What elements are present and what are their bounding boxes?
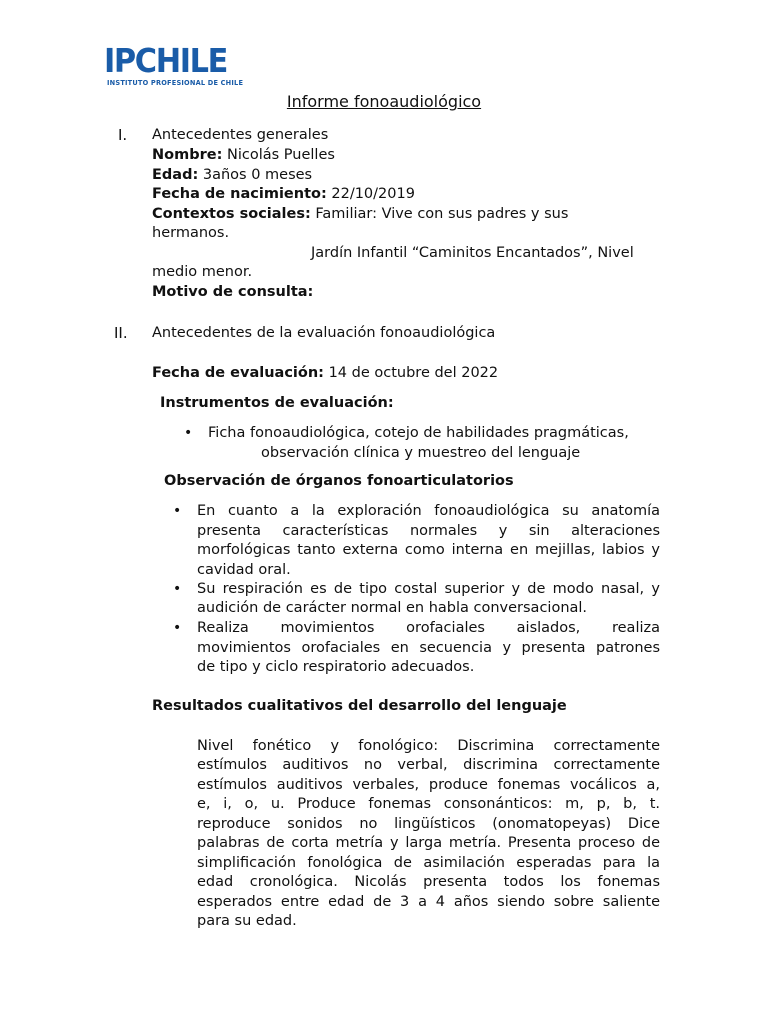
fecha-evaluacion-label: Fecha de evaluación:: [152, 365, 324, 381]
fecha-nacimiento-line: [152, 185, 415, 205]
document-title: [0, 92, 768, 112]
resultados-line-5: reproduce sonidos no lingüísticos (onomatopeyas) Dice: [197, 816, 660, 832]
section-2-heading: Antecedentes de la evaluación fonoaudiológica: [152, 325, 496, 341]
jardin-line-cont: medio menor.: [152, 264, 253, 280]
contextos-value-cont: hermanos.: [152, 225, 230, 241]
fecha-evaluacion-value: 14 de octubre del 2022: [323, 365, 499, 381]
organos-bullet-2-line-2: audición de carácter normal en habla conversacional.: [197, 600, 588, 616]
motivo-consulta-label: Motivo de consulta:: [152, 284, 314, 300]
motivo-consulta-line: [152, 283, 313, 303]
organos-bullet-1-icon: •: [173, 503, 182, 519]
instrumentos-item-line-1: Ficha fonoaudiológica, cotejo de habilidades pragmáticas,: [208, 425, 629, 441]
resultados-line-3: estímulos auditivos verbales, produce fonemas vocálicos a,: [197, 777, 660, 793]
instrumentos-item-line-2: observación clínica y muestreo del lenguaje: [261, 445, 581, 461]
section-1-numeral: I.: [118, 126, 128, 144]
resultados-line-9: esperados entre edad de 3 a 4 años siendo sobre saliente: [197, 894, 660, 910]
contextos-line: [152, 205, 568, 225]
fecha-nacimiento-label: Fecha de nacimiento:: [152, 186, 327, 202]
resultados-line-8: edad cronológica. Nicolás presenta todos los fonemas: [197, 874, 660, 890]
nombre-value: Nicolás Puelles: [222, 147, 335, 163]
contextos-label: Contextos sociales:: [152, 206, 311, 222]
edad-value: 3años 0 meses: [198, 167, 313, 183]
organos-bullet-2-icon: •: [173, 581, 182, 597]
organos-bullet-1-line-2: presenta características normales y sin alteraciones: [197, 523, 660, 539]
organos-bullet-2-line-1: Su respiración es de tipo costal superior y de modo nasal, y: [197, 581, 660, 597]
resultados-line-2: estímulos auditivos no verbal, discrimina correctamente: [197, 757, 660, 773]
edad-label: Edad:: [152, 167, 199, 183]
resultados-heading: [152, 697, 567, 717]
organos-bullet-1-line-3: morfológicas tanto externa como interna en mejillas, labios y: [197, 542, 660, 558]
fecha-evaluacion-line: [152, 364, 498, 384]
section-2-numeral: II.: [114, 324, 128, 342]
fecha-nacimiento-value: 22/10/2019: [326, 186, 415, 202]
ipchile-logo: IPCHILE: [104, 41, 227, 80]
resultados-line-10: para su edad.: [197, 913, 297, 929]
resultados-line-7: simplificación fonológica de asimilación esperadas para la: [197, 855, 660, 871]
organos-heading: [164, 472, 514, 492]
resultados-line-6: palabras de corta metría y larga metría. Presenta proceso de: [197, 835, 660, 851]
instrumentos-bullet-icon: •: [184, 425, 193, 441]
organos-bullet-1-line-1: En cuanto a la exploración fonoaudiológica su anatomía: [197, 503, 660, 519]
nombre-line: [152, 146, 335, 166]
ipchile-logo-subtitle: INSTITUTO PROFESIONAL DE CHILE: [107, 79, 244, 87]
organos-bullet-3-line-1: Realiza movimientos orofaciales aislados, realiza: [197, 620, 660, 636]
instrumentos-heading-text: Instrumentos de evaluación:: [160, 395, 394, 411]
edad-line: [152, 166, 312, 186]
jardin-line: Jardín Infantil “Caminitos Encantados”, Nivel: [311, 245, 634, 261]
resultados-line-1: Nivel fonético y fonológico: Discrimina correctamente: [197, 738, 660, 754]
resultados-heading-text: Resultados cualitativos del desarrollo del lenguaje: [152, 698, 567, 714]
organos-bullet-3-line-3: de tipo y ciclo respiratorio adecuados.: [197, 659, 475, 675]
organos-bullet-1-line-4: cavidad oral.: [197, 562, 291, 578]
nombre-label: Nombre:: [152, 147, 223, 163]
organos-bullet-3-icon: •: [173, 620, 182, 636]
section-1-heading: Antecedentes generales: [152, 127, 329, 143]
organos-bullet-3-line-2: movimientos orofaciales en secuencia y presenta patrones: [197, 640, 660, 656]
organos-heading-text: Observación de órganos fonoarticulatorios: [164, 473, 514, 489]
document-title-text: Informe fonoaudiológico: [286, 92, 482, 111]
instrumentos-heading: [160, 394, 394, 414]
resultados-line-4: e, i, o, u. Produce fonemas consonánticos: m, p, b, t.: [197, 796, 660, 812]
contextos-value: Familiar: Vive con sus padres y sus: [310, 206, 569, 222]
